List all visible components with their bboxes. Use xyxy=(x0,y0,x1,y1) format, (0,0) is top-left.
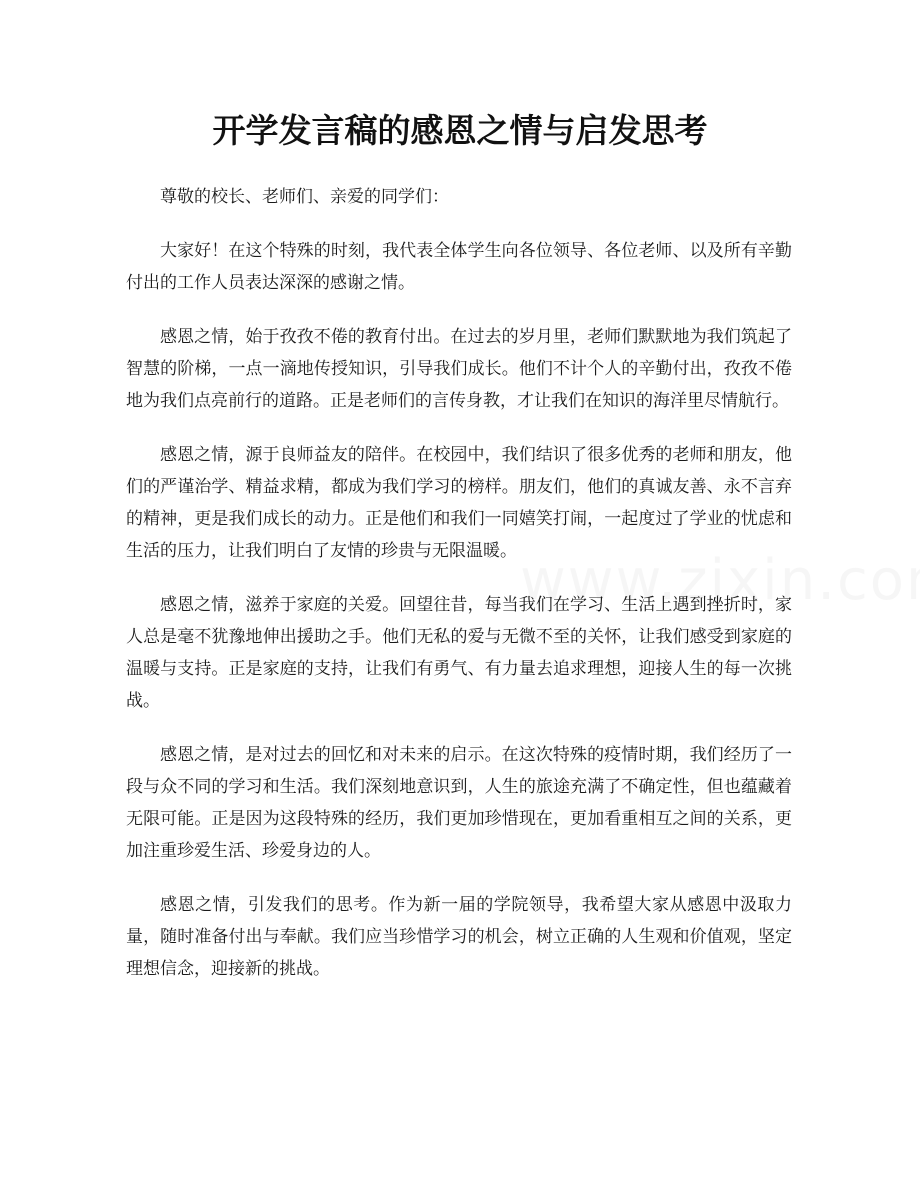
body-paragraph: 感恩之情，源于良师益友的陪伴。在校园中，我们结识了很多优秀的老师和朋友，他们的严谨治学、精益求精，都成为我们学习的榜样。朋友们，他们的真诚友善、永不言弃的精神，更是我们成长的动力。正是他们和我们一同嬉笑打闹，一起度过了学业的忧虑和生活的压力，让我们明白了友情的珍贵与无限温暖。 xyxy=(126,445,792,561)
body-paragraph: 感恩之情，始于孜孜不倦的教育付出。在过去的岁月里，老师们默默地为我们筑起了智慧的阶梯，一点一滴地传授知识，引导我们成长。他们不计个人的辛勤付出，孜孜不倦地为我们点亮前行的道路。正是老师们的言传身教，才让我们在知识的海洋里尽情航行。 xyxy=(126,327,792,411)
body-paragraph: 感恩之情，引发我们的思考。作为新一届的学院领导，我希望大家从感恩中汲取力量，随时准备付出与奉献。我们应当珍惜学习的机会，树立正确的人生观和价值观，坚定理想信念，迎接新的挑战。 xyxy=(126,895,792,979)
body-paragraph: 感恩之情，滋养于家庭的关爱。回望往昔，每当我们在学习、生活上遇到挫折时，家人总是毫不犹豫地伸出援助之手。他们无私的爱与无微不至的关怀，让我们感受到家庭的温暖与支持。正是家庭的支持，让我们有勇气、有力量去追求理想，迎接人生的每一次挑战。 xyxy=(126,595,792,711)
salutation-paragraph: 尊敬的校长、老师们、亲爱的同学们： xyxy=(160,187,449,207)
document-title: 开学发言稿的感恩之情与启发思考 xyxy=(212,111,708,150)
greeting-paragraph: 大家好！在这个特殊的时刻，我代表全体学生向各位领导、各位老师、以及所有辛勤付出的工作人员表达深深的感谢之情。 xyxy=(126,241,792,293)
body-paragraph: 感恩之情，是对过去的回忆和对未来的启示。在这次特殊的疫情时期，我们经历了一段与众不同的学习和生活。我们深刻地意识到，人生的旅途充满了不确定性，但也蕴藏着无限可能。正是因为这段特殊的经历，我们更加珍惜现在，更加看重相互之间的关系，更加注重珍爱生活、珍爱身边的人。 xyxy=(126,745,792,861)
document-body xyxy=(126,181,792,1007)
